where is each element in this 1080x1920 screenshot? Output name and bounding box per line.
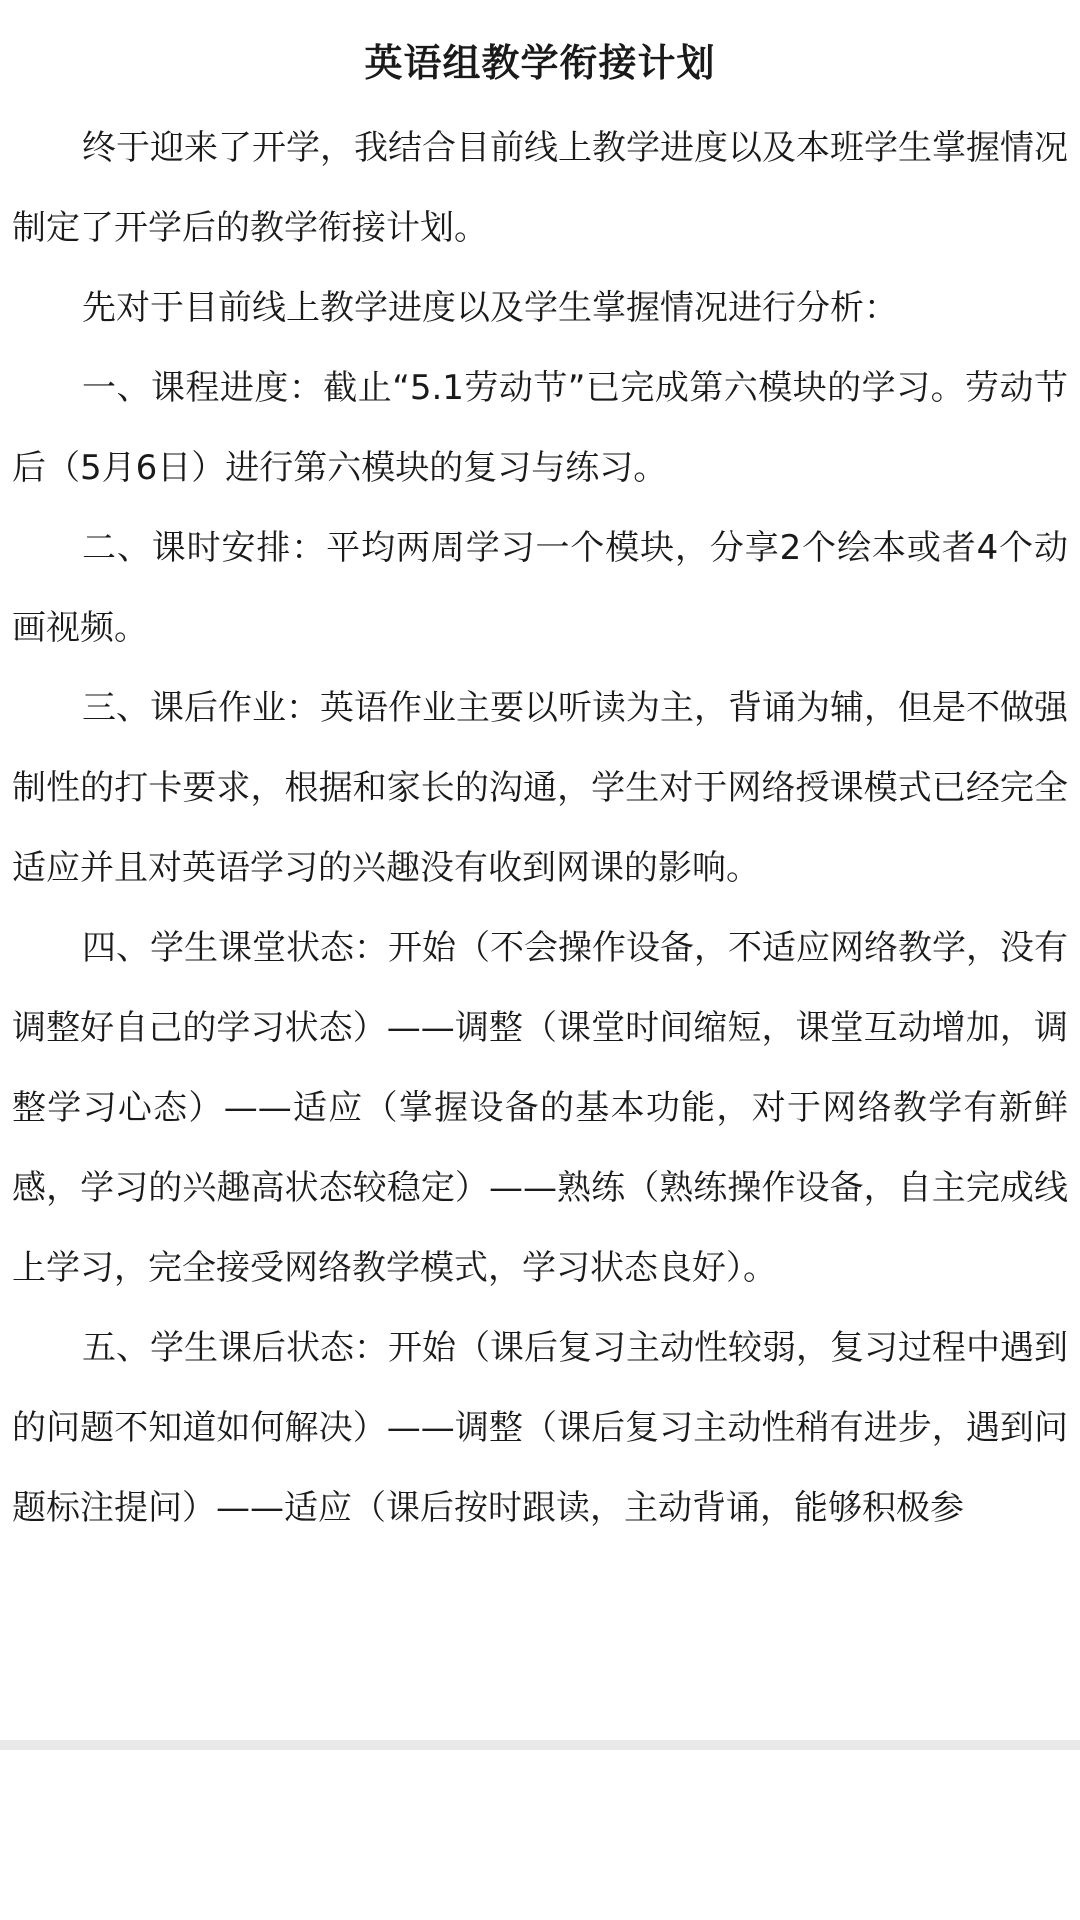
document-title: 英语组教学衔接计划 <box>364 41 716 85</box>
paragraph-course-progress: 一、课程进度：截止“5.1劳动节”已完成第六模块的学习。劳动节后（5月6日）进行第六模块的复习与练习。 <box>12 368 1068 488</box>
paragraph-analysis-lead: 先对于目前线上教学进度以及学生掌握情况进行分析： <box>82 288 898 328</box>
paragraph-after-class-status: 五、学生课后状态：开始（课后复习主动性较弱，复习过程中遇到的问题不知道如何解决）——调整（课后复习主动性稍有进步，遇到问题标注提问）——适应（课后按时跟读，主动背诵，能够积极参 <box>12 1328 1068 1528</box>
paragraph-intro: 终于迎来了开学，我结合目前线上教学进度以及本班学生掌握情况制定了开学后的教学衔接计划。 <box>12 128 1068 248</box>
paragraph-class-hours: 二、课时安排：平均两周学习一个模块，分享2个绘本或者4个动画视频。 <box>12 528 1068 648</box>
paragraph-homework: 三、课后作业：英语作业主要以听读为主，背诵为辅，但是不做强制性的打卡要求，根据和家长的沟通，学生对于网络授课模式已经完全适应并且对英语学习的兴趣没有收到网课的影响。 <box>12 688 1068 888</box>
paragraph-classroom-status: 四、学生课堂状态：开始（不会操作设备，不适应网络教学，没有调整好自己的学习状态）——调整（课堂时间缩短，课堂互动增加，调整学习心态）——适应（掌握设备的基本功能，对于网络教学有新鲜感，学习的兴趣高状态较稳定）——熟练（熟练操作设备，自主完成线上学习，完全接受网络教学模式，学习状态良好）。 <box>12 928 1068 1288</box>
section-divider <box>0 1740 1080 1750</box>
blank-area <box>0 1750 1080 1920</box>
